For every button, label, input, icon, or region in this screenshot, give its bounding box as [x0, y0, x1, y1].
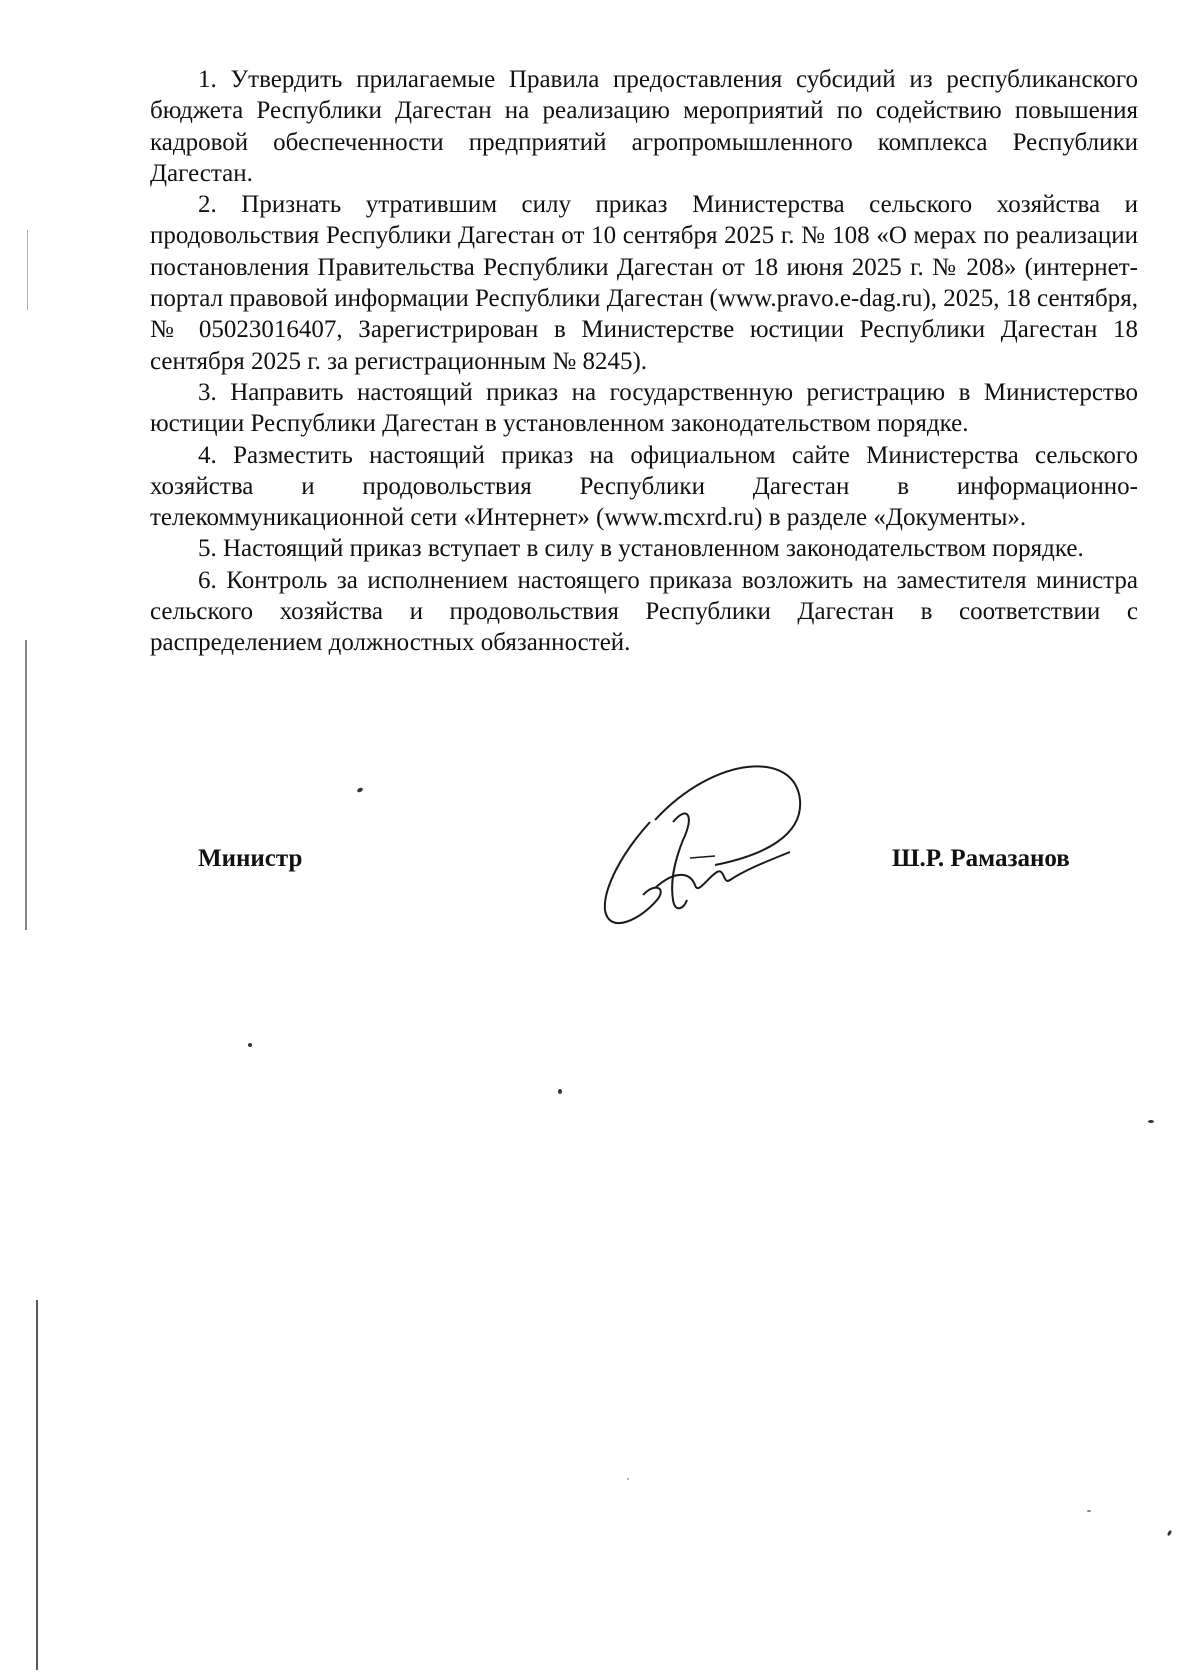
document-body [150, 64, 1138, 659]
handwritten-signature [595, 760, 855, 935]
scan-speck [558, 1089, 562, 1094]
signatory-name: Ш.Р. Рамазанов [892, 845, 1070, 872]
scan-speck [627, 1478, 629, 1480]
paragraph-5: 5. Настоящий приказ вступает в силу в установленном законодательством порядке. [198, 535, 1084, 563]
scan-edge-line [36, 1300, 38, 1670]
paragraph-4: 4. Разместить настоящий приказ на официальном сайте Министерства сельского хозяйства и продовольствия Республики Дагестан в информационно-телекоммуникационной сети «Интернет» (www.mcxrd.ru) в разделе «Документы». [150, 441, 1138, 532]
scan-speck [248, 1043, 252, 1047]
scan-speck [1167, 1530, 1173, 1537]
scan-edge-line [25, 640, 27, 930]
paragraph-1: 1. Утвердить прилагаемые Правила предоставления субсидий из республиканского бюджета Республики Дагестан на реализацию мероприятий по содействию повышения кадровой обеспеченности предприятий агропромышленного комплекса Республики Дагестан. [150, 66, 1138, 187]
paragraph-3: 3. Направить настоящий приказ на государственную регистрацию в Министерство юстиции Республики Дагестан в установленном законодательством порядке. [150, 378, 1138, 438]
scan-edge-line [27, 230, 28, 310]
scan-speck [356, 787, 363, 793]
scan-speck [1087, 1510, 1091, 1512]
paragraph-2: 2. Признать утратившим силу приказ Министерства сельского хозяйства и продовольствия Республики Дагестан от 10 сентября 2025 г. № 108 «О мерах по реализации постановления Правительства Республики Дагестан от 18 июня 2025 г. № 208» (интернет-портал правовой информации Республики Дагестан (www.pravo.e-dag.ru), 2025, 18 сентября, № 05023016407, Зарегистрирован в Министерстве юстиции Республики Дагестан 18 сентября 2025 г. за регистрационным № 8245). [150, 191, 1138, 375]
paragraph-6: 6. Контроль за исполнением настоящего приказа возложить на заместителя министра сельского хозяйства и продовольствия Республики Дагестан в соответствии с распределением должностных обязанностей. [150, 566, 1138, 657]
scan-speck [1148, 1120, 1154, 1123]
signatory-title: Министр [198, 845, 303, 872]
